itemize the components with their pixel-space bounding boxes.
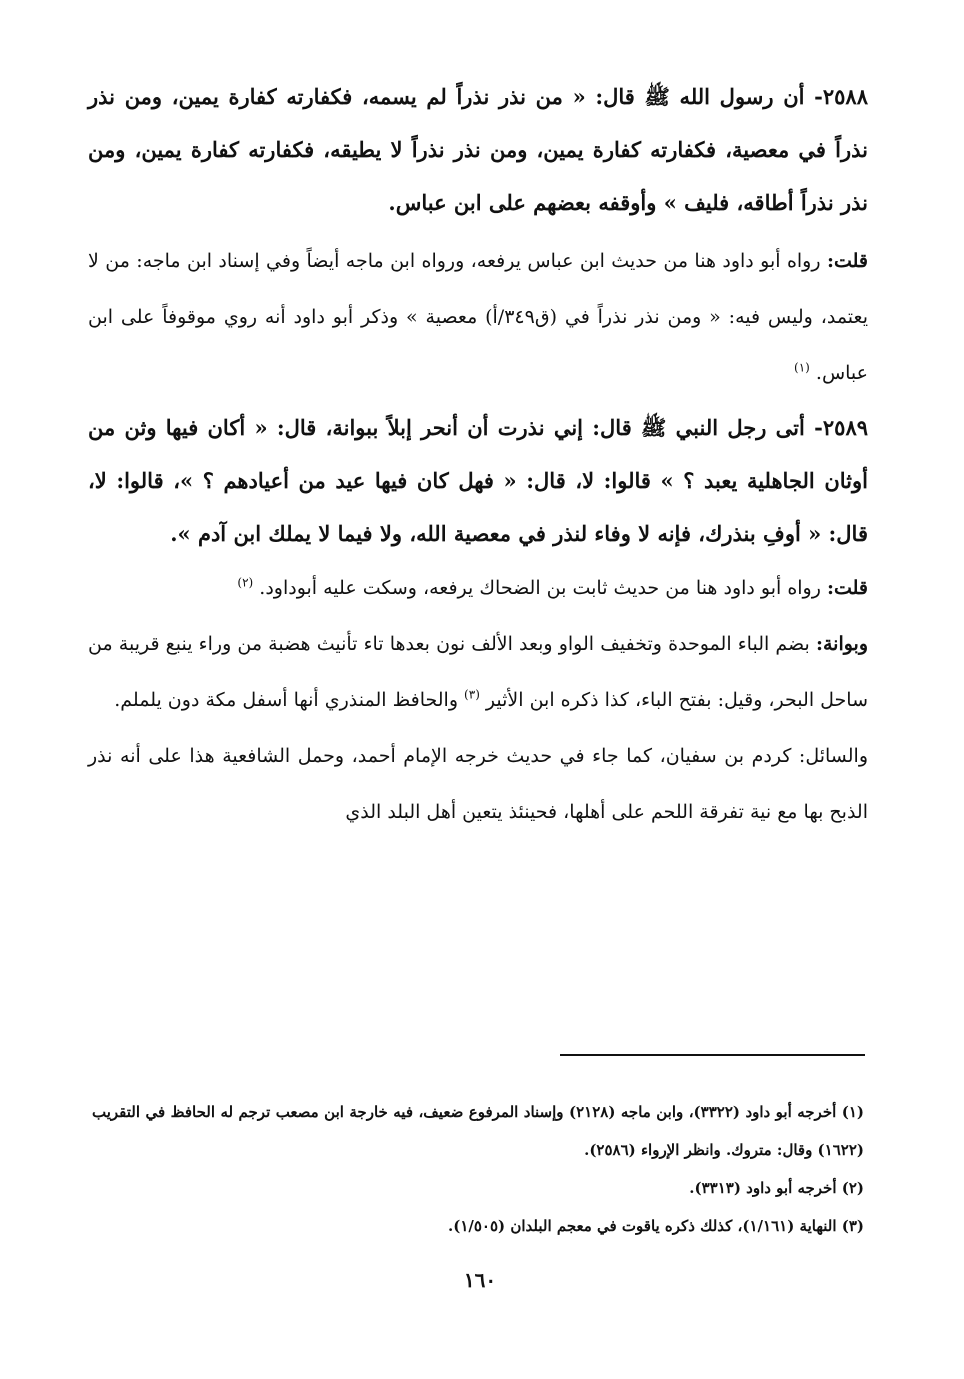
commentary-text: رواه أبو داود هنا من حديث ابن عباس يرفعه، ورواه ابن ماجه أيضاً وفي إسناد ابن ماجه: من لا يعتمد، وليس فيه: « ومن نذر نذراً في (ق٣٤٩/أ) معصية » وذكر أبو داود أنه روي موقوفاً على ابن عباس.	[88, 250, 868, 384]
questioner-text: والسائل: كردم بن سفيان، كما جاء في حديث خرجه الإمام أحمد، وحمل الشافعية هذا على أنه نذر الذبح بها مع نية تفرقة اللحم على أهلها، فحينئذ يتعين أهل البلد الذي	[88, 745, 868, 823]
commentary-lead: قلت:	[826, 250, 868, 272]
hadith-2589	[88, 401, 868, 560]
page-number: ١٦٠	[463, 1268, 497, 1292]
hadith-text: أن رسول الله ﷺ قال: « من نذر نذراً لم يسمه، فكفارته كفارة يمين، ومن نذر نذراً في معصية، فكفارته كفارة يمين، ومن نذر نذراً لا يطيقه، فكفارته كفارة يمين، ومن نذر نذراً أطاقه، فليف » وأوقفه بعضهم على ابن عباس.	[88, 84, 868, 215]
hadith-number: ٢٥٨٨-	[814, 84, 868, 109]
hadith-text: أتى رجل النبي ﷺ قال: إني نذرت أن أنحر إبلاً ببوانة، قال: « أكان فيها وثن من أوثان الجاهلية يعبد ؟ » قالوا: لا، قال: « فهل كان فيها عيد من أعيادهم ؟ »، قالوا: لا، قال: « أوفِ بنذرك، فإنه لا وفاء لنذر في معصية الله، ولا فيما لا يملك ابن آدم ».	[88, 415, 868, 546]
footnote-separator	[560, 1054, 865, 1056]
footnote-1: (١) أخرجه أبو داود (٣٣٢٢)، وابن ماجه (٢١٢٨) وإسناد المرفوع ضعيف، فيه خارجة ابن مصعب ترجم له الحافظ في التقريب (١٦٢٢) وقال: متروك. وانظر الإرواء (٢٥٨٦).	[92, 1103, 864, 1159]
buwana-definition	[88, 616, 868, 728]
definition-text-b: والحافظ المنذري أنها أسفل مكة دون يلملم.	[114, 689, 458, 711]
footnotes	[92, 1093, 864, 1245]
definition-lead: وبوانة:	[815, 633, 868, 655]
footnote-ref: (٢)	[237, 575, 254, 590]
hadith-2588	[88, 70, 868, 229]
commentary-2588	[88, 233, 868, 401]
hadith-number: ٢٥٨٩-	[814, 415, 869, 440]
questioner-paragraph	[88, 728, 868, 840]
commentary-2589	[88, 560, 868, 616]
footnote-3: (٣) النهاية (١/١٦١)، كذلك ذكره ياقوت في معجم البلدان (١/٥٠٥).	[447, 1217, 864, 1235]
definition-text-a: بضم الباء الموحدة وتخفيف الواو وبعد الألف نون بعدها تاء تأنيث هضبة من وراء ينبع قريبة من ساحل البحر، وقيل: بفتح الباء، كذا ذكره ابن الأثير	[88, 633, 868, 711]
main-text	[88, 70, 868, 840]
footnote-ref: (٣)	[464, 687, 480, 702]
footnote-ref: (١)	[794, 360, 810, 375]
commentary-lead: قلت:	[826, 577, 868, 599]
commentary-text: رواه أبو داود هنا من حديث ثابت بن الضحاك يرفعه، وسكت عليه أبوداود.	[259, 577, 821, 599]
footnote-2: (٢) أخرجه أبو داود (٣٣١٣).	[689, 1179, 864, 1197]
